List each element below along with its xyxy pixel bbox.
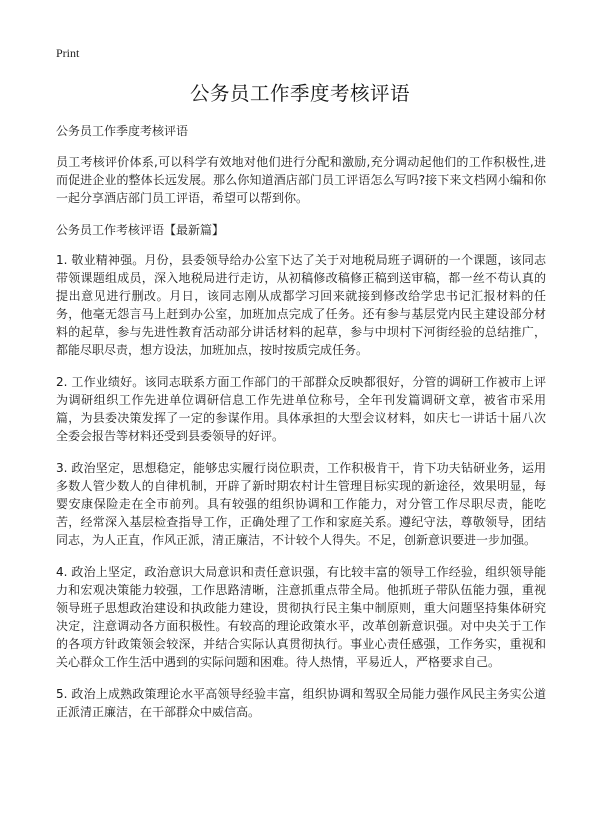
evaluation-paragraph-1: 1. 敬业精神强。月份，县委领导给办公室下达了关于对地税局班子调研的一个课题，该同志带领课题组成员，深入地税局进行走访，从初稿修改稿修正稿到送审稿，都一丝不苟认真的提出意见进行删改。月日，该同志刚从成都学习回来就接到修改给学忠书记汇报材料的任务，他毫无怨言马上赶到办公室，加班加点完成了任务。还有参与基层党内民主建设部分材料的起草，参与先进性教育活动部分讲话材料的起草，参与中坝村下河街经验的总结推广，都能尽职尽责，想方设法，加班加点，按时按质完成任务。 [56,253,546,357]
document-subtitle: 公务员工作季度考核评语 [56,124,189,138]
intro-paragraph: 员工考核评价体系,可以科学有效地对他们进行分配和激励,充分调动起他们的工作积极性,进而促进企业的整体长远发展。那么你知道酒店部门员工评语怎么写吗?接下来文档网小编和你一起分享酒店部门员工评语，希望可以帮到你。 [56,155,546,205]
evaluation-paragraph-5: 5. 政治上成熟政策理论水平高领导经验丰富，组织协调和驾驭全局能力强作风民主务实公道正派清正廉洁，在干部群众中威信高。 [56,687,546,719]
evaluation-paragraph-4: 4. 政治上坚定，政治意识大局意识和责任意识强，有比较丰富的领导工作经验，组织领导能力和宏观决策能力较强，工作思路清晰，注意抓重点带全局。他抓班子带队伍能力强，重视领导班子思想政治建设和执政能力建设，贯彻执行民主集中制原则，重大问题坚持集体研究决定，注意调动各方面积极性。有较高的理论政策水平，改革创新意识强。对中央关于工作的各项方针政策领会较深，并结合实际认真贯彻执行。事业心责任感强，工作务实，重视和关心群众工作生活中遇到的实际问题和困难。待人热情，平易近人，严格要求自己。 [56,565,546,669]
evaluation-paragraph-3: 3. 政治坚定，思想稳定，能够忠实履行岗位职责，工作积极肯干，肯下功夫钻研业务，运用多数人管少数人的自律机制，开辟了新时期农村计生管理目标实现的新途径，效果明显，每婴安康保险走在全市前列。具有较强的组织协调和工作能力，对分管工作尽职尽责，能吃苦，经常深入基层检查指导工作，正确处理了工作和家庭关系。遵纪守法，尊敬领导，团结同志，为人正直，作风正派，清正廉洁，不计较个人得失。不足，创新意识要进一步加强。 [56,461,546,547]
page-title: 公务员工作季度考核评语 [189,82,410,105]
section-heading: 公务员工作考核评语【最新篇】 [56,223,225,237]
evaluation-paragraph-2: 2. 工作业绩好。该同志联系方面工作部门的干部群众反映都很好，分管的调研工作被市上评为调研组织工作先进单位调研信息工作先进单位称号，全年刊发篇调研文章，被省市采用篇，为县委决策发挥了一定的参谋作用。具体承担的大型会议材料，如庆七一讲话十届八次全委会报告等材料还受到县委领导的好评。 [56,375,546,443]
document-body [56,122,546,721]
print-link[interactable]: Print [56,46,80,60]
